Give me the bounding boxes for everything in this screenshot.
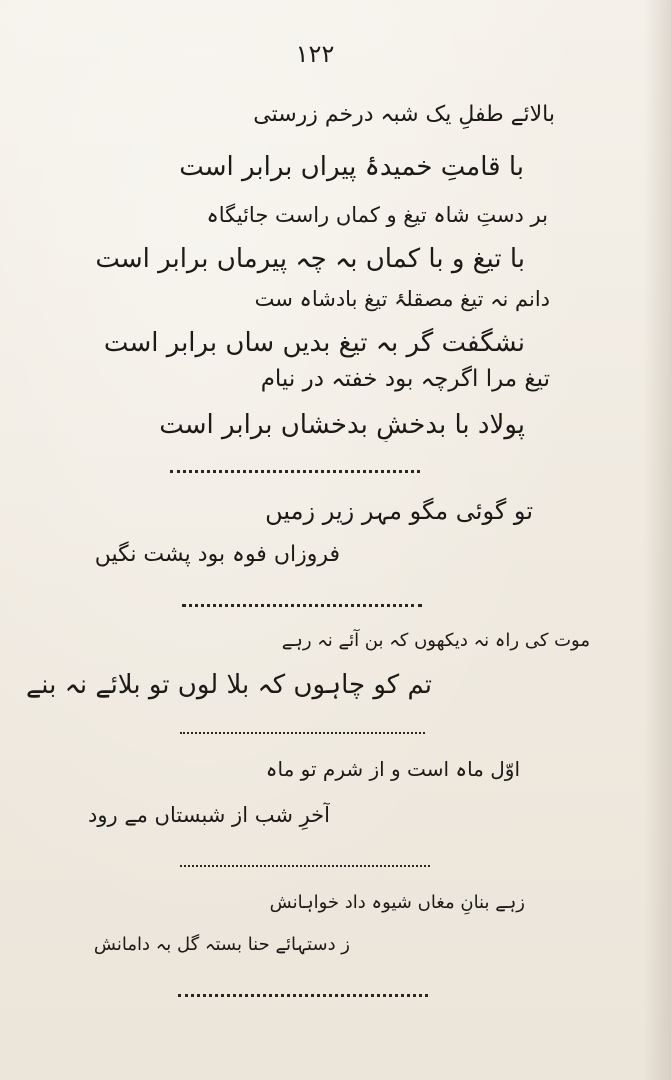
section-separator <box>182 604 422 607</box>
section-separator <box>180 732 425 734</box>
verse-line: با قامتِ خمیدۂ پیراں برابر است <box>179 152 524 182</box>
section-separator <box>180 865 430 867</box>
verse-line: با تیغ و با کماں بہ چہ پیرماں برابر است <box>95 244 525 274</box>
verse-line: زہے بنانِ مغاں شیوہ داد خواہانش <box>269 892 525 913</box>
section-separator <box>170 470 420 473</box>
verse-line: بر دستِ شاہ تیغ و کماں راست جائیگاہ <box>206 203 548 227</box>
verse-line: تو گوئی مگو مہر زیر زمیں <box>265 497 533 525</box>
verse-line: ز دستہائے حنا بستہ گل بہ دامانش <box>93 934 350 955</box>
verse-line: آخرِ شب از شبستاں مے رود <box>88 803 330 827</box>
verse-line: دانم نہ تیغ مصقلۂ تیغ بادشاہ ست <box>254 287 550 311</box>
verse-line: فروزاں فوہ بود پشت نگیں <box>94 542 340 567</box>
verse-line: پولاد با بدخشِ بدخشاں برابر است <box>159 410 525 440</box>
verse-line: تیغ مرا اگرچہ بود خفتہ در نیام <box>260 366 550 392</box>
page-edge-shadow <box>643 0 671 1080</box>
verse-line: نشگفت گر بہ تیغ بدیں ساں برابر است <box>103 328 525 358</box>
verse-line: تم کو چاہوں کہ بلا لوں تو بلائے نہ بنے <box>26 670 432 700</box>
verse-line: بالائے طفلِ یک شبہ درخم زرستی <box>253 102 555 127</box>
verse-line: اوّل ماہ است و از شرم تو ماہ <box>265 757 520 781</box>
verse-line: موت کی راہ نہ دیکھوں کہ بن آئے نہ رہے <box>281 630 590 651</box>
section-separator <box>178 994 428 997</box>
page-number: ۱۲۲ <box>295 40 335 68</box>
